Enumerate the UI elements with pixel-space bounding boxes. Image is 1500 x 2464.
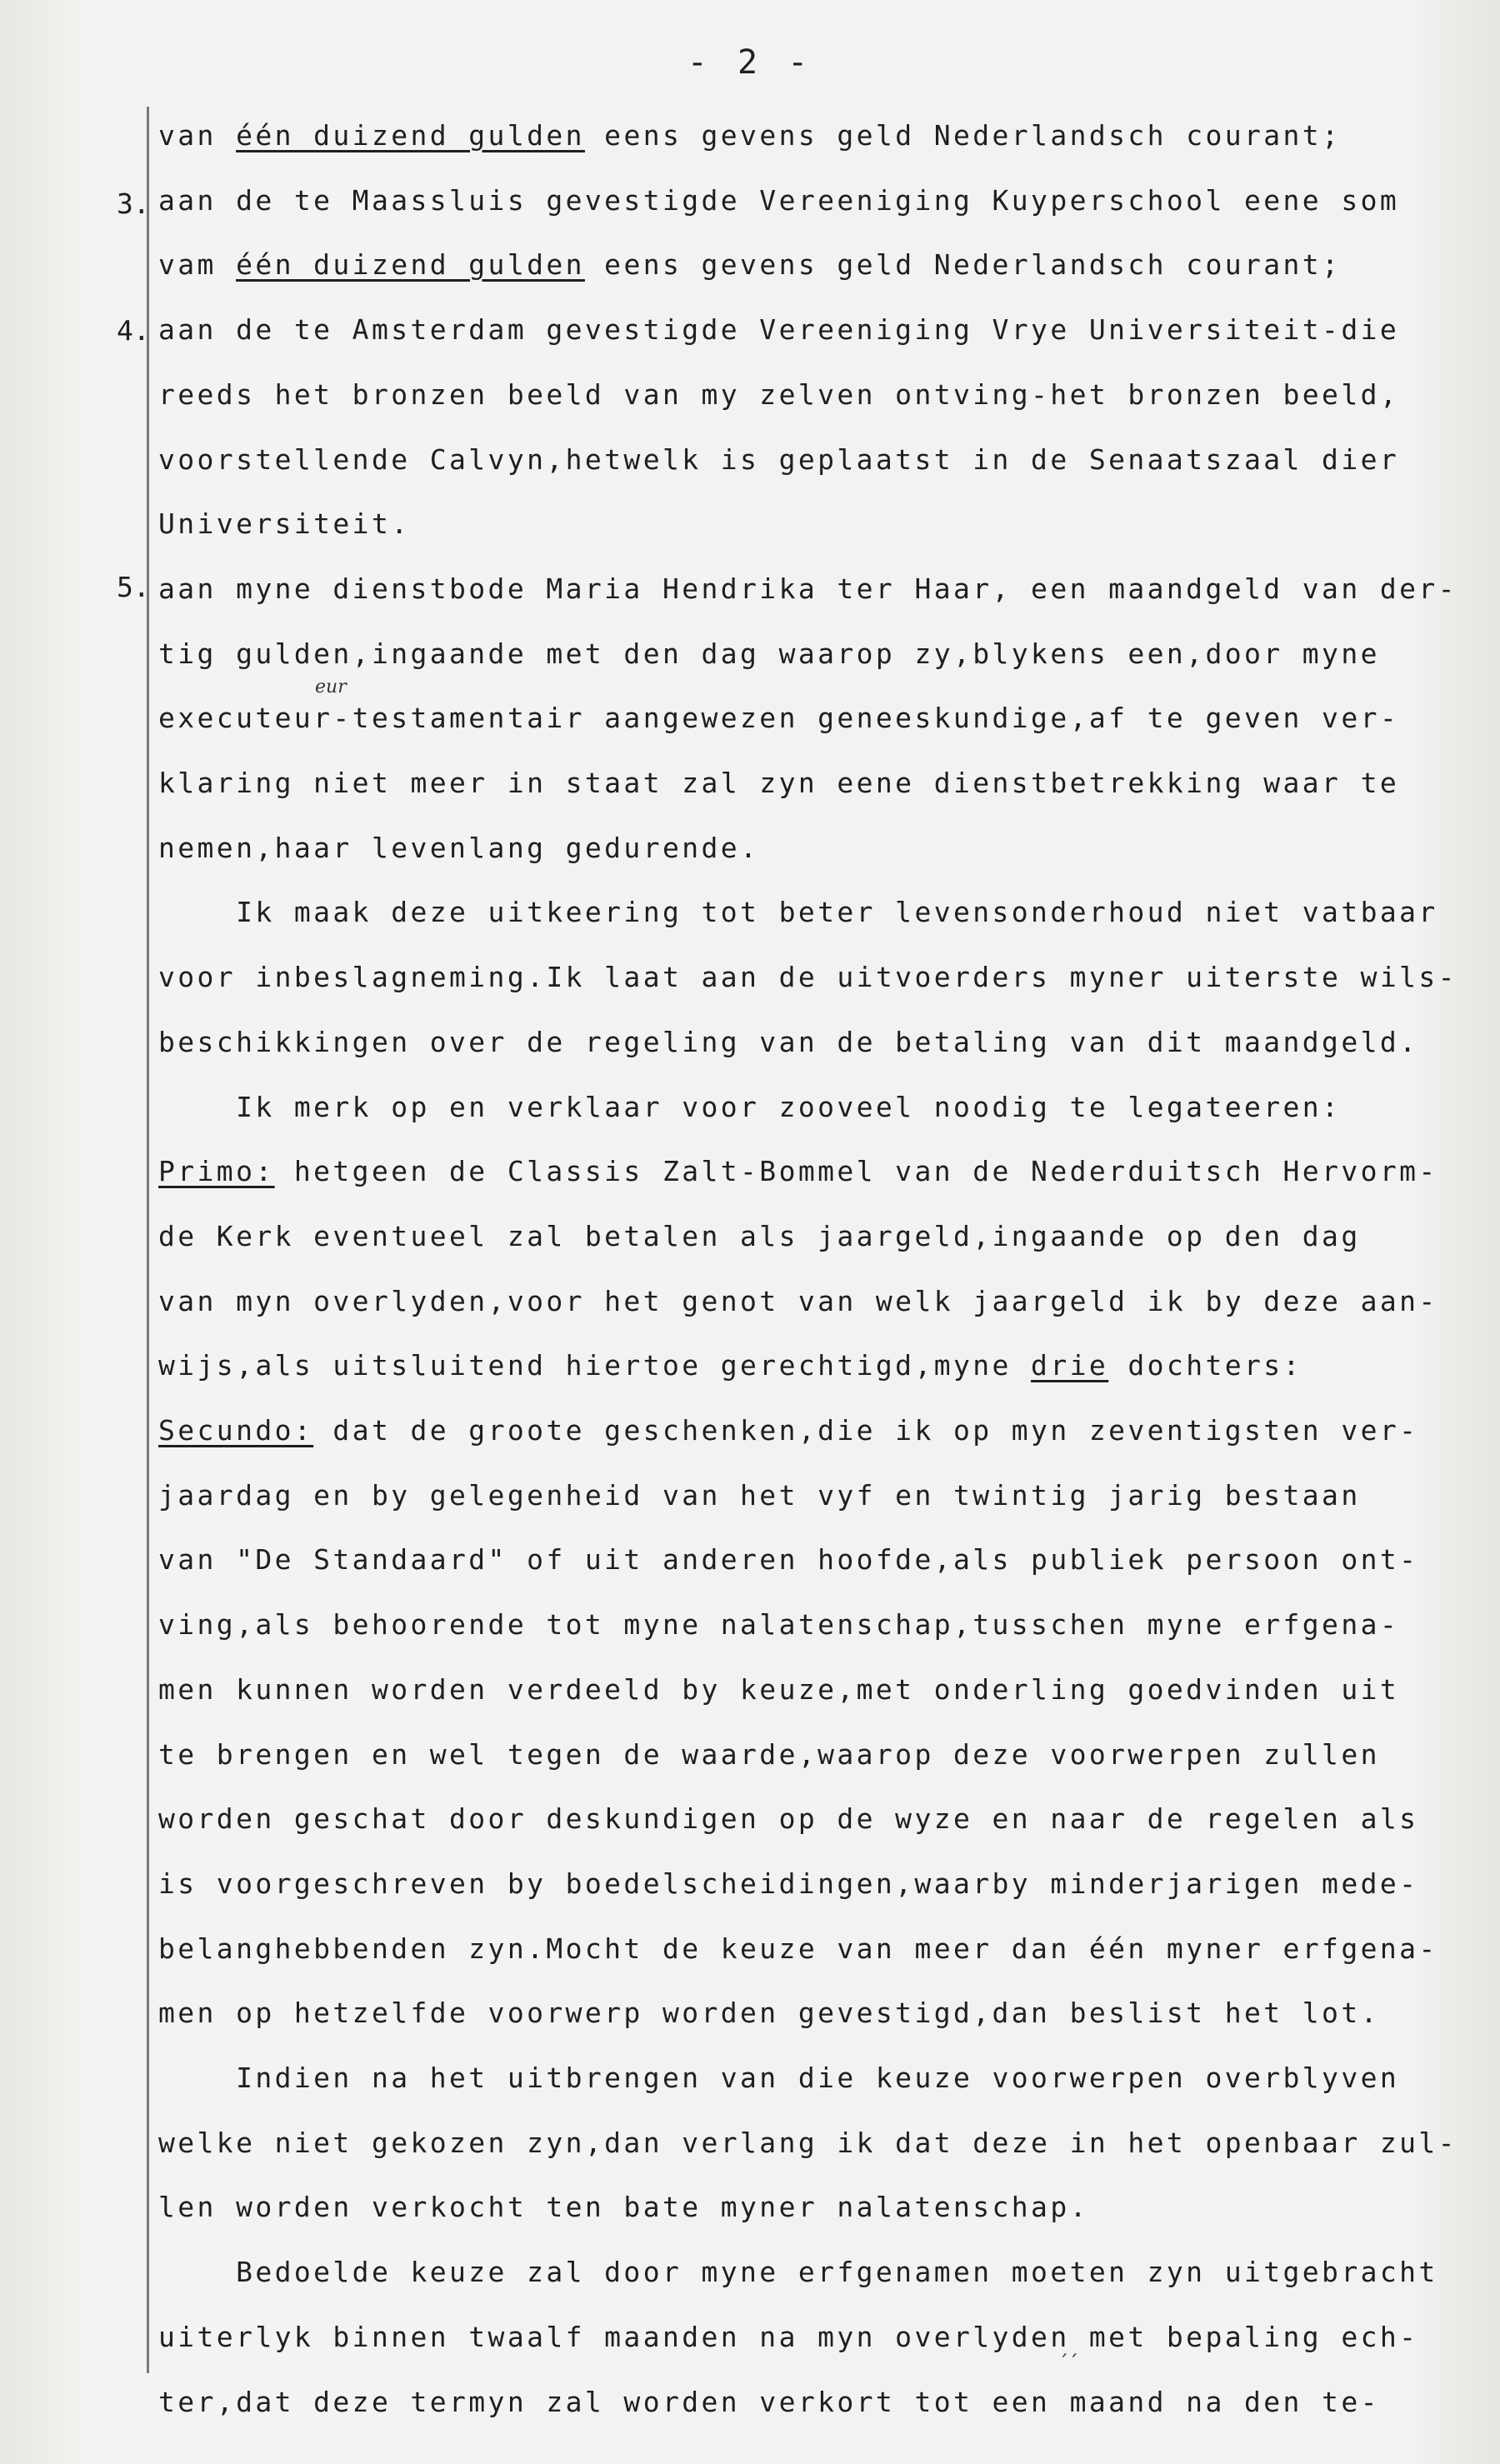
text-segment: aan de te Amsterdam gevestigde Vereeniging Vrye Universiteit-die — [158, 313, 1400, 346]
text-segment: reeds het bronzen beeld van my zelven ontving-het bronzen beeld, — [158, 378, 1400, 411]
text-line — [158, 507, 411, 543]
text-line — [158, 1157, 1438, 1191]
text-segment: worden geschat door deskundigen op de wyze en naar de regelen als — [158, 1802, 1419, 1835]
text-segment: eens gevens geld Nederlandsch courant; — [584, 248, 1342, 281]
text-line — [158, 1414, 1419, 1450]
text-segment: Ik maak deze uitkeering tot beter levensonderhoud niet vatbaar — [158, 896, 1438, 928]
text-line — [158, 1673, 1400, 1709]
text-segment: tig gulden,ingaande met den dag waarop zy,blykens een,door myne — [158, 637, 1380, 670]
underlined-text: drie — [1031, 1349, 1109, 1382]
margin-rule — [147, 107, 149, 2373]
text-segment: len worden verkocht ten bate myner nalatenschap. — [158, 2191, 1089, 2223]
text-line — [158, 184, 1400, 220]
text-segment: ving,als behoorende tot myne nalatenschap,tusschen myne erfgena- — [158, 1608, 1400, 1641]
text-line — [158, 572, 1458, 608]
text-line — [158, 1093, 1341, 1127]
text-line — [158, 2193, 1089, 2227]
text-segment: eens gevens geld Nederlandsch courant; — [584, 119, 1342, 152]
text-segment: Universiteit. — [158, 507, 411, 540]
text-segment: welke niet gekozen zyn,dan verlang ik dat deze in het openbaar zul- — [158, 2127, 1458, 2159]
text-line — [158, 769, 1399, 802]
text-line — [158, 1479, 1361, 1515]
text-segment: jaardag en by gelegenheid van het vyf en twintig jarig bestaan — [158, 1479, 1361, 1512]
item-number-4: 4. — [117, 314, 150, 347]
text-segment: voor inbeslagneming.Ik laat aan de uitvoerders myner uiterste wils- — [158, 961, 1458, 993]
text-line — [158, 963, 1458, 997]
text-line — [158, 1287, 1438, 1321]
text-line — [158, 2129, 1458, 2162]
text-segment: Ik merk op en verklaar voor zooveel noodig te legateeren: — [158, 1091, 1342, 1123]
text-segment: hetgeen de Classis Zalt-Bommel van de Nederduitsch Hervorm- — [274, 1155, 1438, 1187]
underlined-text: één duizend gulden — [236, 248, 585, 281]
text-line — [158, 1349, 1302, 1385]
text-line — [158, 1608, 1400, 1644]
underlined-text: Secundo: — [158, 1414, 314, 1447]
text-segment: de Kerk eventueel zal betalen als jaargeld,ingaande op den dag — [158, 1220, 1361, 1252]
text-line — [158, 834, 759, 867]
text-segment: klaring niet meer in staat zal zyn eene dienstbetrekking waar te — [158, 767, 1400, 799]
text-line — [158, 248, 1342, 284]
text-segment: te brengen en wel tegen de waarde,waarop deze voorwerpen zullen — [158, 1738, 1380, 1771]
text-segment: men op hetzelfde voorwerp worden gevestigd,dan beslist het lot. — [158, 1997, 1380, 2029]
text-segment: dat de groote geschenken,die ik op myn zeventigsten ver- — [313, 1414, 1419, 1447]
text-segment: ter,dat deze termyn zal worden verkort tot een maand na den te- — [158, 2386, 1380, 2418]
text-segment: men kunnen worden verdeeld by keuze,met onderling goedvinden uit — [158, 1673, 1400, 1706]
underlined-text: Primo: — [158, 1155, 275, 1187]
text-line — [158, 1738, 1380, 1774]
text-segment: dochters: — [1108, 1349, 1302, 1382]
text-line — [158, 1867, 1419, 1903]
item-number-5: 5. — [117, 571, 150, 603]
handwritten-accent-mark: ´´ — [1058, 2352, 1078, 2375]
text-line — [158, 1999, 1380, 2032]
text-line — [158, 313, 1400, 349]
text-line — [158, 1543, 1419, 1579]
text-line — [158, 2323, 1418, 2357]
handwritten-insert: eur — [315, 677, 347, 697]
text-segment: belanghebbenden zyn.Mocht de keuze van meer dan één myner erfgena- — [158, 1932, 1438, 1965]
text-line — [158, 2064, 1399, 2097]
text-segment: voorstellende Calvyn,hetwelk is geplaatst in de Senaatszaal dier — [158, 443, 1400, 476]
text-segment: Bedoelde keuze zal door myne erfgenamen moeten zyn uitgebracht — [158, 2256, 1438, 2288]
text-segment: vam — [158, 248, 237, 281]
text-line — [158, 2388, 1380, 2422]
item-number-3: 3. — [117, 187, 150, 220]
underlined-text: één duizend gulden — [236, 119, 585, 152]
text-line — [158, 1932, 1438, 1968]
text-segment: van — [158, 119, 237, 152]
text-segment: wijs,als uitsluitend hiertoe gerechtigd,myne — [158, 1349, 1032, 1382]
text-segment: executeur-testamentair aangewezen geneeskundige,af te geven ver- — [158, 702, 1400, 734]
text-line — [158, 704, 1399, 737]
text-segment: nemen,haar levenlang gedurende. — [158, 832, 760, 864]
text-segment: van "De Standaard" of uit anderen hoofde,als publiek persoon ont- — [158, 1543, 1419, 1576]
text-line — [158, 119, 1342, 155]
text-segment: is voorgeschreven by boedelscheidingen,waarby minderjarigen mede- — [158, 1867, 1419, 1900]
text-segment: beschikkingen over de regeling van de betaling van dit maandgeld. — [158, 1026, 1419, 1058]
text-segment: aan de te Maassluis gevestigde Vereeniging Kuyperschool eene som — [158, 184, 1400, 217]
text-line — [158, 2258, 1438, 2292]
text-segment: aan myne dienstbode Maria Hendrika ter Haar, een maandgeld van der- — [158, 572, 1458, 605]
page-number: - 2 - — [687, 43, 813, 82]
text-line — [158, 898, 1438, 932]
text-segment: uiterlyk binnen twaalf maanden na myn overlyden met bepaling ech- — [158, 2321, 1419, 2353]
text-line — [158, 637, 1380, 673]
text-line — [158, 1028, 1418, 1062]
text-segment: Indien na het uitbrengen van die keuze voorwerpen overblyven — [158, 2062, 1400, 2094]
text-line — [158, 378, 1400, 414]
text-segment: van myn overlyden,voor het genot van welk jaargeld ik by deze aan- — [158, 1285, 1438, 1317]
text-line — [158, 443, 1400, 479]
text-line — [158, 1802, 1419, 1838]
text-line — [158, 1222, 1361, 1256]
